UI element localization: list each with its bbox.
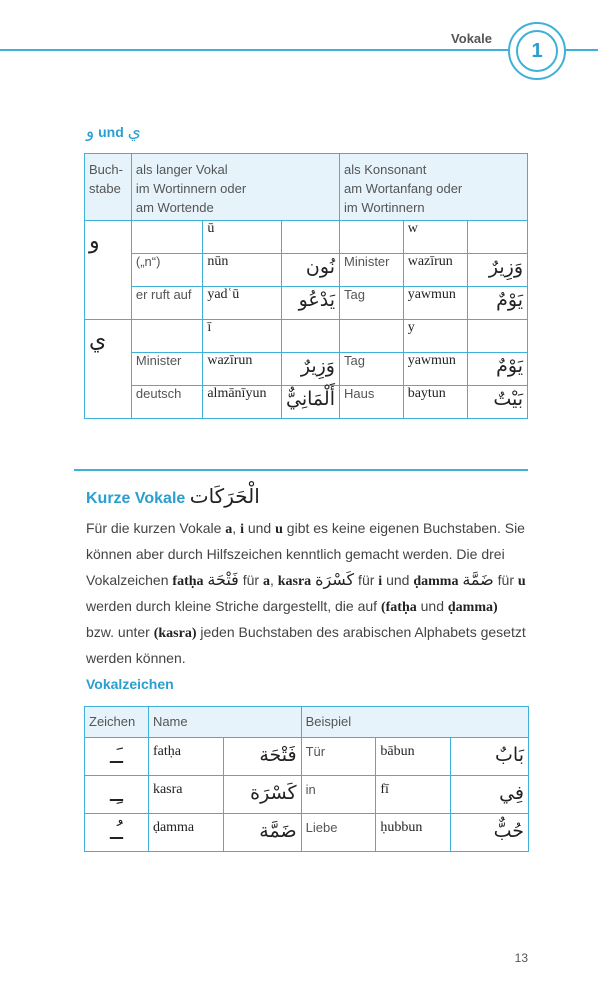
table-row xyxy=(85,814,529,852)
long-vowel-table xyxy=(84,153,528,419)
cell-arabic: نُون xyxy=(282,254,340,287)
cell-transliteration: ū xyxy=(203,221,282,254)
heading-und: und xyxy=(98,124,124,140)
vowel-i: i xyxy=(378,574,383,589)
arabic-waw: و xyxy=(86,122,95,142)
term-damma: ḍamma xyxy=(413,574,459,589)
term-fatha: fatḥa xyxy=(172,574,204,589)
vowel-sign: ـَـ xyxy=(85,738,149,776)
term-kasra-paren: (kasra) xyxy=(153,626,197,641)
cell-meaning: Tür xyxy=(301,738,376,776)
cell-transliteration: ī xyxy=(203,320,282,353)
cell-transliteration: bābun xyxy=(376,738,451,776)
cell-arabic xyxy=(282,320,340,353)
body-paragraph xyxy=(86,516,528,671)
cell-meaning xyxy=(339,221,403,254)
cell-name: fatḥa xyxy=(148,738,223,776)
cell-name: kasra xyxy=(148,776,223,814)
text-run: für xyxy=(238,572,263,588)
table-row xyxy=(85,320,528,353)
vowel-u: u xyxy=(517,574,526,589)
running-header-title: Vokale xyxy=(451,31,492,46)
table-row xyxy=(85,353,528,386)
cell-transliteration: y xyxy=(403,320,468,353)
col-header-name: Name xyxy=(148,707,301,738)
table-row xyxy=(85,254,528,287)
cell-arabic: حُبٌّ xyxy=(451,814,529,852)
cell-transliteration: ḥubbun xyxy=(376,814,451,852)
vowel-a: a xyxy=(262,574,270,589)
term-fatha-paren: (fatḥa xyxy=(380,600,417,615)
text-run: jeden Buchstaben des arabischen Alphabets gesetzt werden können. xyxy=(86,624,526,666)
cell-arabic xyxy=(282,221,340,254)
col-header-zeichen: Zeichen xyxy=(85,707,149,738)
text-run: , xyxy=(269,572,278,588)
cell-name: ḍamma xyxy=(148,814,223,852)
cell-meaning: er ruft auf xyxy=(131,287,202,320)
cell-transliteration: fī xyxy=(376,776,451,814)
cell-arabic xyxy=(468,221,528,254)
cell-transliteration: baytun xyxy=(403,386,468,419)
table-header-row xyxy=(85,707,529,738)
letter-cell: ي xyxy=(85,320,132,419)
vowel-a: a xyxy=(225,522,233,537)
table-row xyxy=(85,386,528,419)
cell-meaning: Minister xyxy=(339,254,403,287)
cell-meaning: Minister xyxy=(131,353,202,386)
cell-arabic xyxy=(468,320,528,353)
cell-arabic: يَدْعُو xyxy=(282,287,340,320)
cell-transliteration: yawmun xyxy=(403,287,468,320)
cell-transliteration: yawmun xyxy=(403,353,468,386)
cell-arabic: أَلْمَانِيٌّ xyxy=(282,386,340,419)
cell-meaning: Tag xyxy=(339,287,403,320)
text-run: und xyxy=(243,520,276,536)
vowel-sign: ـُـ xyxy=(85,814,149,852)
col-header-long-vowel: als langer Vokal im Wortinnern oder am Wortende xyxy=(131,154,339,221)
text-run: gibt es keine eigenen Buchstaben. Sie können aber durch Hilfszeichen kenntlich gemacht werden. Die drei Vokalzeichen xyxy=(86,520,525,588)
term-kasra: kasra xyxy=(277,574,312,589)
cell-arabic: ضَمَّة xyxy=(223,814,301,852)
cell-meaning xyxy=(131,320,202,353)
cell-arabic: بَابٌ xyxy=(451,738,529,776)
arabic-kasra: كَسْرَة xyxy=(315,570,355,589)
vowel-sign: ـِـ xyxy=(85,776,149,814)
vowel-sign-table xyxy=(84,706,529,852)
col-header-letter: Buch- stabe xyxy=(85,154,132,221)
cell-transliteration: nūn xyxy=(203,254,282,287)
vokalzeichen-heading: Vokalzeichen xyxy=(86,676,174,692)
vowel-i: i xyxy=(240,522,244,537)
text-run: für xyxy=(354,572,379,588)
cell-arabic: فِي xyxy=(451,776,529,814)
text-run: und xyxy=(416,598,448,614)
cell-meaning: Liebe xyxy=(301,814,376,852)
table-row xyxy=(85,287,528,320)
kurze-vokale-heading xyxy=(86,484,260,508)
table-row xyxy=(85,776,529,814)
cell-meaning xyxy=(339,320,403,353)
cell-arabic: وَزِيرٌ xyxy=(282,353,340,386)
text-run: , xyxy=(232,520,241,536)
arabic-ya: ي xyxy=(127,122,141,142)
cell-meaning: Haus xyxy=(339,386,403,419)
cell-arabic: يَوْمٌ xyxy=(468,353,528,386)
page-number: 13 xyxy=(514,951,528,965)
cell-transliteration: w xyxy=(403,221,468,254)
kurze-vokale-title: Kurze Vokale xyxy=(86,490,186,507)
text-run: für xyxy=(493,572,518,588)
cell-meaning: („n“) xyxy=(131,254,202,287)
arabic-fatha: فَتْحَة xyxy=(207,570,239,589)
table-row xyxy=(85,221,528,254)
cell-arabic: كَسْرَة xyxy=(223,776,301,814)
text-run: werden durch kleine Striche dargestellt, die auf xyxy=(86,598,381,614)
section-divider xyxy=(74,469,528,471)
cell-transliteration: almānīyun xyxy=(203,386,282,419)
cell-meaning: deutsch xyxy=(131,386,202,419)
col-header-beispiel: Beispiel xyxy=(301,707,528,738)
table-header-row xyxy=(85,154,528,221)
cell-meaning xyxy=(131,221,202,254)
cell-transliteration: wazīrun xyxy=(403,254,468,287)
section-heading xyxy=(86,122,141,142)
text-run: Für die kurzen Vokale xyxy=(86,520,226,536)
cell-arabic: وَزِيرٌ xyxy=(468,254,528,287)
letter-cell: و xyxy=(85,221,132,320)
text-run: und xyxy=(382,572,414,588)
cell-arabic: فَتْحَة xyxy=(223,738,301,776)
vowel-u: u xyxy=(275,522,283,537)
cell-meaning: in xyxy=(301,776,376,814)
arabic-damma: ضَمَّة xyxy=(462,570,494,589)
cell-transliteration: wazīrun xyxy=(203,353,282,386)
chapter-number: 1 xyxy=(516,30,558,72)
cell-arabic: بَيْتٌ xyxy=(468,386,528,419)
cell-transliteration: yadʿū xyxy=(203,287,282,320)
kurze-vokale-arabic: الْحَرَكَات xyxy=(189,484,260,508)
col-header-consonant: als Konsonant am Wortanfang oder im Wortinnern xyxy=(339,154,527,221)
text-run: bzw. unter xyxy=(86,624,154,640)
term-damma-paren: ḍamma) xyxy=(447,600,498,615)
cell-arabic: يَوْمٌ xyxy=(468,287,528,320)
cell-meaning: Tag xyxy=(339,353,403,386)
table-row xyxy=(85,738,529,776)
